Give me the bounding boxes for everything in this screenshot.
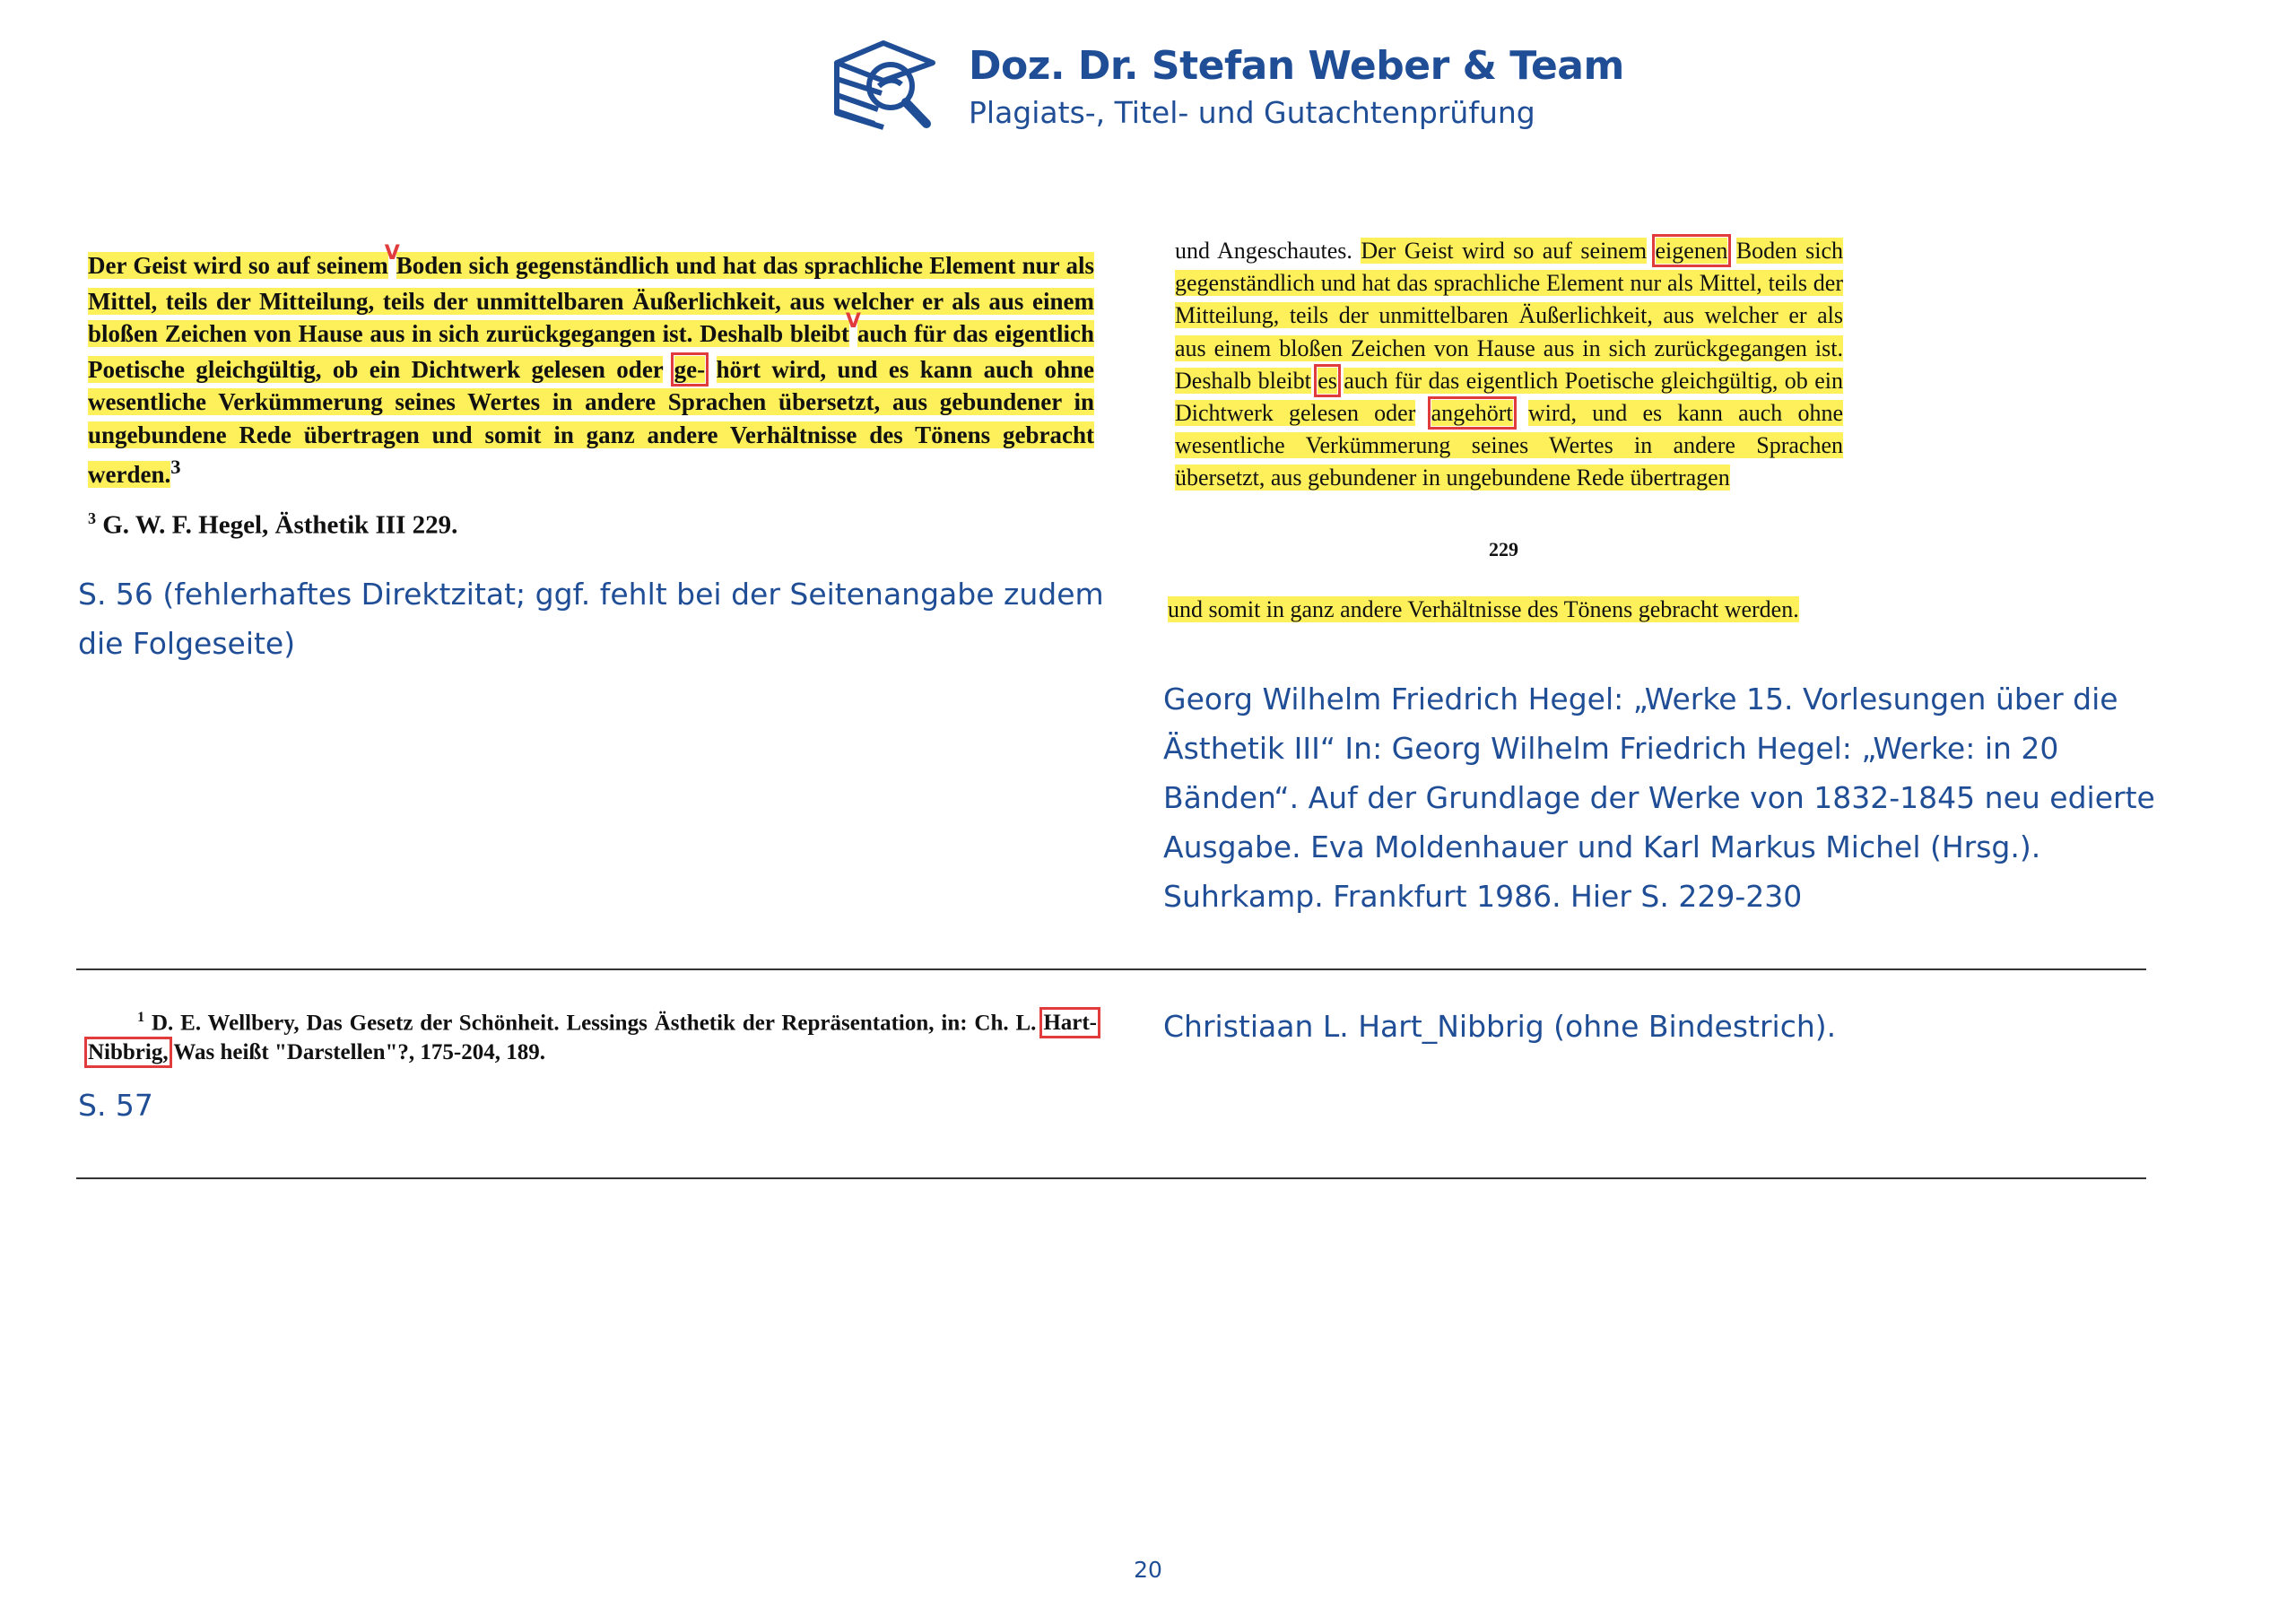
marked-word: es [1318, 367, 1337, 394]
left-annotation-2: S. 57 [78, 1088, 153, 1123]
quote-text: hört wird, und es kann auch ohne wesentliche Verkümmerung seines Wertes in andere Sprachen übersetzt, aus gebundener in ungebundene Rede übertragen und somit in ganz andere Verhältnisse des Tönens gebracht werden. [88, 355, 1095, 488]
footnote-marker: 3 [170, 456, 181, 478]
omission-caret-icon: V [384, 242, 400, 265]
right-annotation: Georg Wilhelm Friedrich Hegel: „Werke 15. Vorlesungen über die Ästhetik III“ In: Georg Wilhelm Friedrich Hegel: „Werke: in 20 Bänden“. Auf der Grundlage der Werke von 1832-1845 neu edierte Ausgabe. Eva Moldenhauer und Karl Markus Michel (Hrsg.). Suhrkamp. Frankfurt 1986. Hier S. 229-230 [1163, 682, 2155, 914]
brand-subtitle: Plagiats-, Titel- und Gutachtenprüfung [969, 95, 1535, 130]
omission-caret-icon: V [845, 310, 861, 333]
source-text: auch für das eigentlich Poetische gleichgültig, ob ein Dichtwerk gelesen oder [1175, 367, 1843, 427]
source-page-number: 229 [1489, 538, 1518, 560]
logo-icon [830, 34, 942, 133]
source-text: Der Geist wird so auf seinem [1361, 238, 1648, 264]
left-footnote [88, 509, 457, 541]
footnote-text: D. E. Wellbery, Das Gesetz der Schönheit. Lessings Ästhetik der Repräsentation, in: Ch. L. [152, 1011, 1037, 1036]
footnote-text: G. W. F. Hegel, Ästhetik III 229. [102, 510, 458, 540]
divider [76, 968, 2146, 970]
right-source-excerpt [1175, 235, 1843, 495]
marked-word: ge- [674, 355, 706, 383]
marked-word: eigenen [1655, 238, 1728, 264]
left-footnote-excerpt [88, 1003, 1097, 1067]
page-number: 20 [1134, 1557, 1162, 1583]
quote-text: auch für das eigentlich Poetische gleichgültig, ob ein Dichtwerk gelesen oder [88, 320, 1095, 383]
quote-text: Der Geist wird so auf seinem [88, 252, 388, 279]
source-text: Boden sich gegenständlich und hat das sprachliche Element nur als Mittel, teils der Mitteilung, teils der unmittelbaren Äußerlichkeit, aus welcher er als aus einem bloßen Zeichen von Hause aus in sich zurückgegangen ist. Deshalb bleibt [1175, 238, 1844, 394]
source-text: wird, und es kann auch ohne wesentliche Verkümmerung seines Wertes in andere Sprachen übersetzt, aus gebundener in ungebundene Rede übertragen [1175, 400, 1844, 491]
footnote-number: 3 [88, 509, 96, 527]
divider [76, 1177, 2146, 1179]
footnote-text: Was heißt "Darstellen"?, 175-204, 189. [173, 1040, 545, 1065]
footnote-number: 1 [137, 1010, 145, 1025]
quote-text: Boden sich gegenständlich und hat das sprachliche Element nur als Mittel, teils der Mitteilung, teils der unmittelbaren Äußerlichkeit, aus welcher er als aus einem bloßen Zeichen von Hause aus in sich zurückgegangen ist. Deshalb bleibt [88, 252, 1094, 347]
brand-title: Doz. Dr. Stefan Weber & Team [969, 43, 1624, 89]
right-source-continuation [1168, 594, 1831, 626]
left-quote-excerpt [88, 242, 1095, 491]
source-text: und Angeschautes. [1175, 238, 1352, 264]
left-annotation: S. 56 (fehlerhaftes Direktzitat; ggf. fehlt bei der Seitenangabe zudem die Folgeseite) [78, 577, 1104, 661]
marked-word: angehört [1431, 400, 1513, 427]
right-annotation-2: Christiaan L. Hart_Nibbrig (ohne Bindestrich). [1163, 1009, 1837, 1044]
marked-word: Hart-Nibbrig, [88, 1011, 1098, 1065]
source-text: und somit in ganz andere Verhältnisse des Tönens gebracht werden. [1168, 596, 1799, 622]
page-header [830, 34, 1624, 142]
